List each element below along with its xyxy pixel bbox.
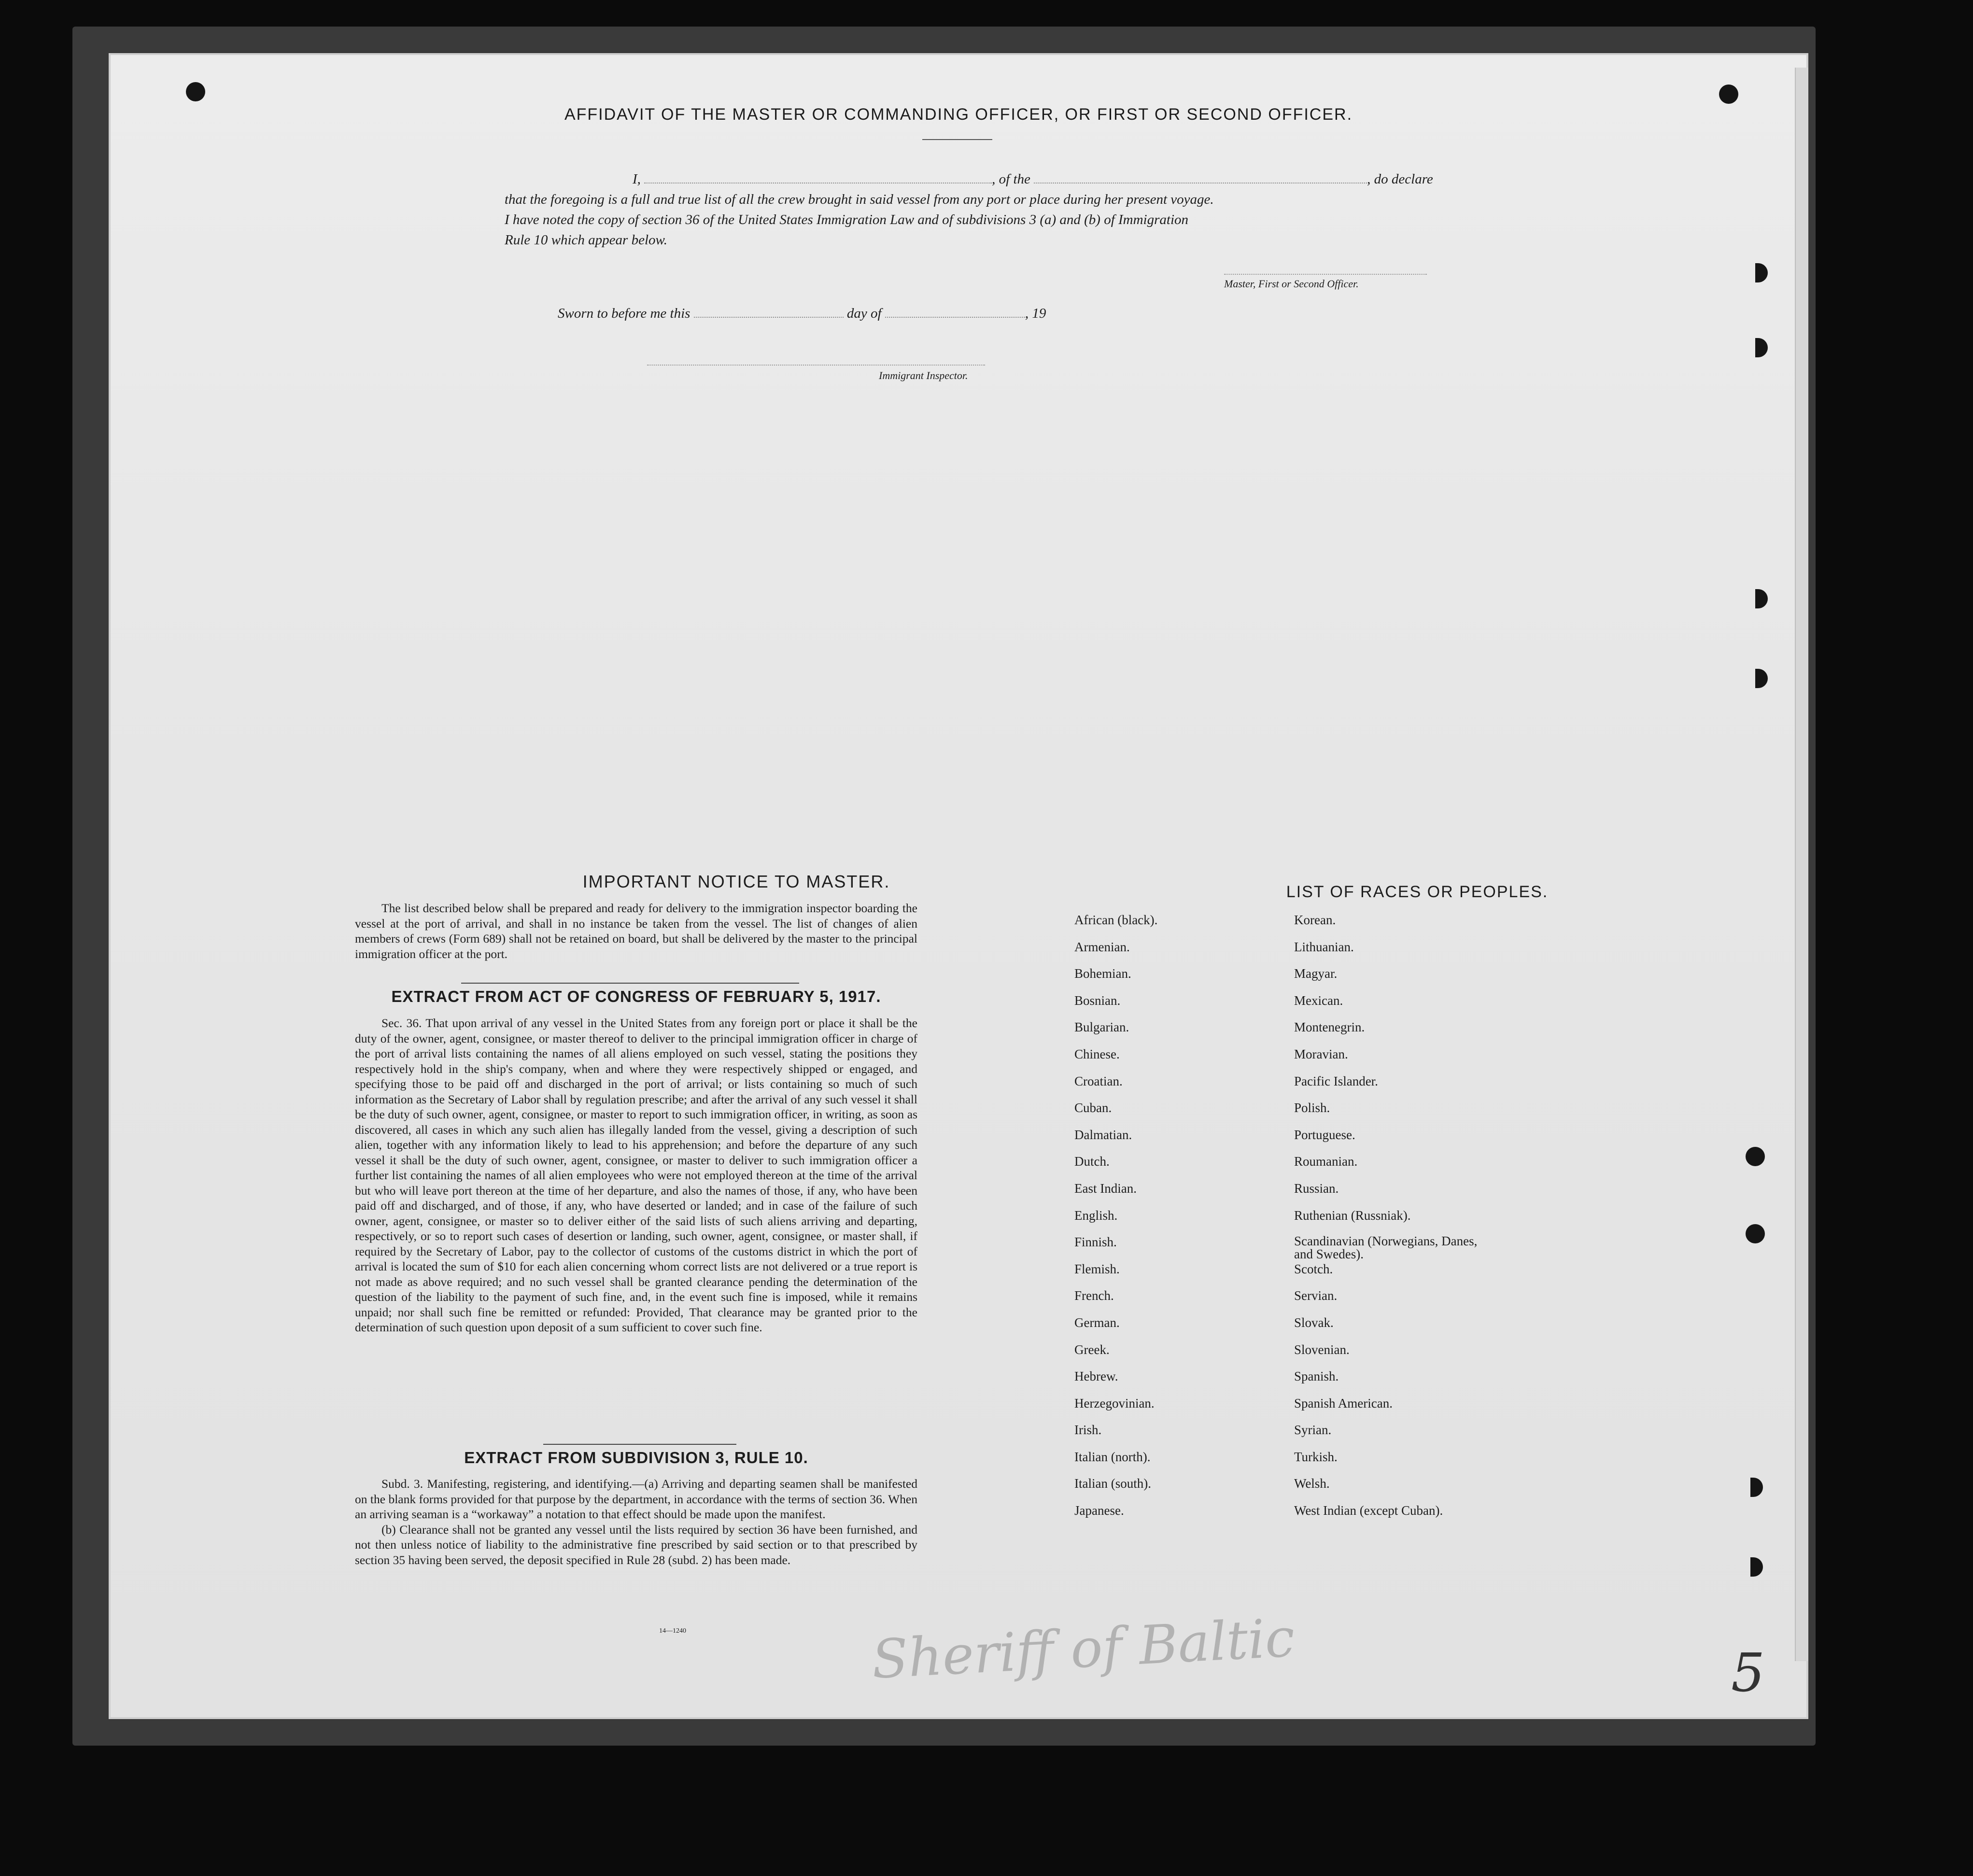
handwritten-signature: Sheriff of Baltic [870, 1607, 1297, 1691]
sworn-month-blank [885, 317, 1025, 318]
list-item: Servian. [1294, 1288, 1338, 1303]
punch-hole-right-7 [1750, 1478, 1763, 1497]
list-item: Japanese. [1074, 1503, 1124, 1518]
list-item: French. [1074, 1288, 1114, 1303]
list-item: Scandinavian (Norwegians, Danes, and Swedes). [1294, 1234, 1478, 1262]
punch-hole-right-2 [1755, 338, 1768, 357]
inspector-label: Immigrant Inspector. [879, 369, 968, 381]
page-edge [1795, 68, 1808, 1661]
list-item: Slovenian. [1294, 1342, 1350, 1357]
rule-extract-title: EXTRACT FROM SUBDIVISION 3, RULE 10. [464, 1449, 808, 1467]
list-item: Ruthenian (Russniak). [1294, 1208, 1411, 1223]
list-item: Armenian. [1074, 939, 1130, 954]
punch-hole-right-1 [1755, 263, 1768, 282]
list-item: Flemish. [1074, 1261, 1120, 1276]
list-item: Korean. [1294, 913, 1336, 927]
affidavit-line-1 [505, 169, 1451, 189]
list-item: Finnish. [1074, 1235, 1117, 1250]
section-rule-2 [543, 1444, 736, 1445]
day-of-label: day of [846, 306, 882, 321]
list-item: Italian (north). [1074, 1449, 1151, 1464]
declarant-label: I, [633, 171, 641, 187]
list-item: Montenegrin. [1294, 1020, 1365, 1035]
list-item: Bulgarian. [1074, 1020, 1129, 1035]
list-item: Turkish. [1294, 1449, 1338, 1464]
affidavit-line-3: I have noted the copy of section 36 of the United States Immigration Law and of subdivisions 3 (a) and (b) of Immigration [505, 212, 1189, 227]
list-item: Russian. [1294, 1181, 1339, 1196]
list-item: East Indian. [1074, 1181, 1137, 1196]
affidavit-line-4: Rule 10 which appear below. [505, 232, 667, 248]
sworn-day-blank [694, 317, 844, 318]
affidavit-title: AFFIDAVIT OF THE MASTER OR COMMANDING OFFICER, OR FIRST OR SECOND OFFICER. [564, 105, 1353, 124]
list-item: Slovak. [1294, 1315, 1334, 1330]
handwritten-page-number: 5 [1731, 1642, 1765, 1704]
list-item: Chinese. [1074, 1046, 1120, 1061]
list-item: Irish. [1074, 1423, 1102, 1438]
rule-extract-para-a: Subd. 3. Manifesting, registering, and identifying.—(a) Arriving and departing seamen shall be manifested on the blank forms provided for that purpose by the department, in accordance with the terms of section 36. When an arriving seaman is a “workaway” a notation to that effect should be made upon the manifest. [355, 1477, 917, 1521]
list-item: Roumanian. [1294, 1154, 1358, 1169]
races-list-left [1074, 913, 1157, 1530]
vessel-of-label: , of the [992, 171, 1030, 187]
sworn-label: Sworn to before me this [558, 306, 691, 321]
list-item: African (black). [1074, 913, 1158, 927]
punch-hole-right-3 [1755, 589, 1768, 608]
section-rule-1 [461, 983, 799, 984]
list-item: Spanish American. [1294, 1396, 1393, 1411]
declare-label: , do declare [1367, 171, 1433, 187]
affidavit-line-2: that the foregoing is a full and true list of all the crew brought in said vessel from any port or place during her present voyage. [505, 192, 1214, 207]
races-list-right [1294, 913, 1497, 1530]
races-title: LIST OF RACES OR PEOPLES. [1286, 883, 1549, 901]
document-page [109, 53, 1808, 1719]
notice-text: The list described below shall be prepared and ready for delivery to the immigration inspector boarding the vessel at the port of arrival, and shall in no instance be taken from the vessel. The list of changes of alien members of crews (Form 689) shall not be retained on board, but shall be delivered by the master to the principal immigration officer at the port. [355, 901, 917, 961]
punch-hole-right-5 [1746, 1147, 1765, 1166]
punch-hole-right-8 [1750, 1557, 1763, 1577]
list-item: Spanish. [1294, 1369, 1339, 1384]
rule-extract-text [355, 1476, 917, 1567]
title-rule [922, 139, 992, 140]
act-extract-title: EXTRACT FROM ACT OF CONGRESS OF FEBRUARY 5, 1917. [391, 987, 881, 1005]
year-label: , 19 [1025, 306, 1046, 321]
list-item: Italian (south). [1074, 1476, 1151, 1491]
notice-title: IMPORTANT NOTICE TO MASTER. [582, 872, 890, 891]
list-item: Magyar. [1294, 966, 1338, 981]
list-item: Bosnian. [1074, 993, 1121, 1008]
list-item: Croatian. [1074, 1073, 1123, 1088]
list-item: Cuban. [1074, 1100, 1112, 1115]
list-item: Bohemian. [1074, 966, 1131, 981]
list-item: German. [1074, 1315, 1120, 1330]
officer-signature-label: Master, First or Second Officer. [1224, 278, 1359, 290]
list-item: Portuguese. [1294, 1127, 1355, 1142]
affidavit-body [505, 169, 1451, 250]
list-item: West Indian (except Cuban). [1294, 1503, 1443, 1518]
list-item: Syrian. [1294, 1423, 1332, 1438]
list-item: English. [1074, 1208, 1118, 1223]
list-item: Moravian. [1294, 1046, 1348, 1061]
list-item: Mexican. [1294, 993, 1343, 1008]
rule-extract-para-b: (b) Clearance shall not be granted any vessel until the lists required by section 36 have been furnished, and not then unless notice of liability to the administrative fine prescribed by said section or to that prescribed by section 35 having been served, the deposit specified in Rule 28 (subd. 2) has been made. [355, 1522, 917, 1567]
form-number: 14—1240 [659, 1627, 686, 1635]
punch-hole-top-right [1719, 85, 1738, 104]
list-item: Pacific Islander. [1294, 1073, 1378, 1088]
sworn-line [558, 306, 1046, 322]
punch-hole-right-4 [1755, 669, 1768, 688]
list-item: Herzegovinian. [1074, 1396, 1155, 1411]
list-item: Dutch. [1074, 1154, 1110, 1169]
list-item: Hebrew. [1074, 1369, 1118, 1384]
act-extract-text: Sec. 36. That upon arrival of any vessel in the United States from any foreign port or place it shall be the duty of the owner, agent, consignee, or master thereof to deliver to the principal immigration officer in charge of the port of arrival lists containing the names of all aliens employed on such vessel, stating the positions they respectively hold in the ship's company, when and where they were respectively shipped or engaged, and specifying those to be paid off and discharged in the port of arrival; or lists containing so much of such information as the Secretary of Labor shall by regulation prescribe; and after the arrival of any such vessel it shall be the duty of such owner, agent, consignee, or master to report to such immigration officer, in writing, as soon as discovered, all cases in which any such alien has illegally landed from the vessel, giving a description of such alien, together with any information likely to lead to his apprehension; and before the departure of any such vessel it shall be the duty of such owner, agent, consignee, or master to deliver to such immigration officer a further list containing the names of all alien employees who were not employed thereon at the time of the arrival but who will leave port thereon at the time of her departure, and also the names of those, if any, who have been paid off and discharged, and of those, if any, who have deserted or landed; and in case of the failure of such owner, agent, consignee, or master so to deliver either of the said lists of such aliens arriving and departing, respectively, or so to report such cases of desertion or landing, such owner, agent, consignee, or master shall, if required by the Secretary of Labor, pay to the collector of customs of the customs district in which the port of arrival is located the sum of $10 for each alien concerning whom correct lists are not delivered or a true report is not made as above required; and no such vessel shall be granted clearance pending the determination of the question of the liability to the payment of such fine, and, in the event such fine is imposed, while it remains unpaid; nor shall such fine be remitted or refunded: Provided, That clearance may be granted prior to the determination of such question upon deposit of a sum sufficient to cover such fine. [355, 1016, 917, 1334]
list-item: Welsh. [1294, 1476, 1330, 1491]
punch-hole-top-left [186, 82, 205, 101]
list-item: Scotch. [1294, 1261, 1333, 1276]
list-item: Lithuanian. [1294, 939, 1354, 954]
list-item: Greek. [1074, 1342, 1110, 1357]
list-item: Dalmatian. [1074, 1127, 1132, 1142]
list-item: Polish. [1294, 1100, 1330, 1115]
punch-hole-right-6 [1746, 1224, 1765, 1243]
